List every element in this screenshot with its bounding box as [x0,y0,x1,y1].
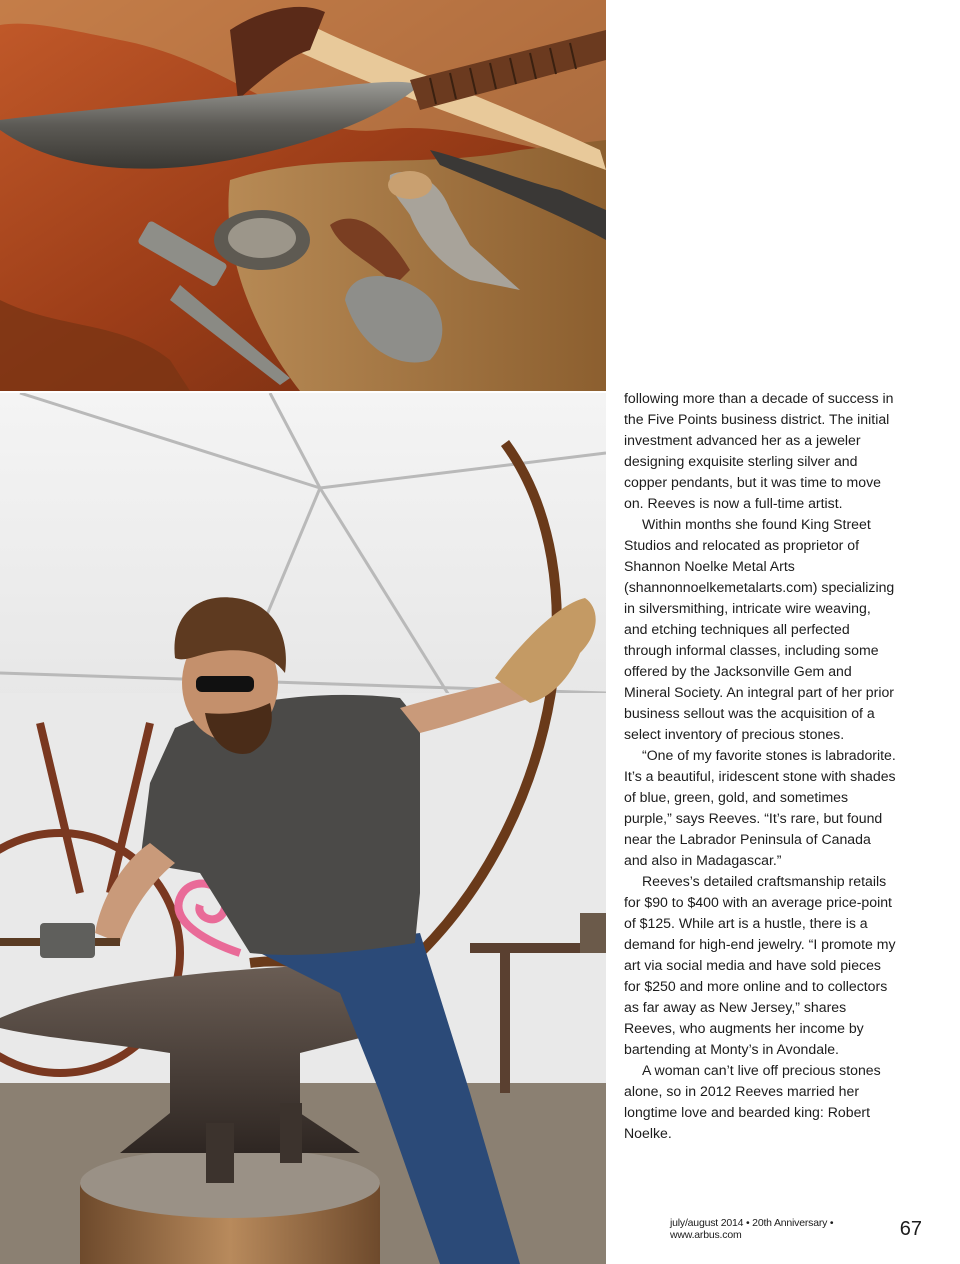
article-paragraph-2: Within months she found King Street Studios and relocated as proprietor of Shannon Noelke Metal Arts (shannonnoelkemetalarts.com) specializing in silversmithing, intricate wire weaving, and etching techniques all perfected through informal classes, including some offered by the Jacksonville Gem and Mineral Society. An integral part of her prior business sellout was the acquisition of a select inventory of precious stones. [624,516,895,742]
article-paragraph-4: Reeves’s detailed craftsmanship retails for $90 to $400 with an average price-point of $125. While art is a hustle, there is a demand for high-end jewelry. “I promote my art via social media and have sold pieces for $250 and more online and to collectors as far away as New Jersey,” shares Reeves, who augments her income by bartending at Monty’s in Avondale. [624,873,896,1057]
article-column [624,388,896,1144]
article-paragraph-5: A woman can’t live off precious stones alone, so in 2012 Reeves married her longtime love and bearded king: Robert Noelke. [624,1062,881,1141]
footer-text: july/august 2014 • 20th Anniversary • www.arbus.com [670,1217,834,1241]
blacksmith-at-anvil-icon [0,393,606,1264]
blacksmith-photo [0,393,606,1264]
page-footer [670,1214,922,1244]
page-number: 67 [899,1217,922,1240]
article-paragraph-1: following more than a decade of success in the Five Points business district. The initial investment advanced her as a jeweler designing exquisite sterling silver and copper pendants, but it was time to move on. Reeves is now a full-time artist. [624,390,894,511]
knives-photo [0,0,606,391]
forged-knives-icon [0,0,606,391]
article-paragraph-3: “One of my favorite stones is labradorite. It’s a beautiful, iridescent stone with shades of blue, green, gold, and sometimes purple,” says Reeves. “It’s rare, but found near the Labrador Peninsula of Canada and also in Madagascar.” [624,747,896,868]
